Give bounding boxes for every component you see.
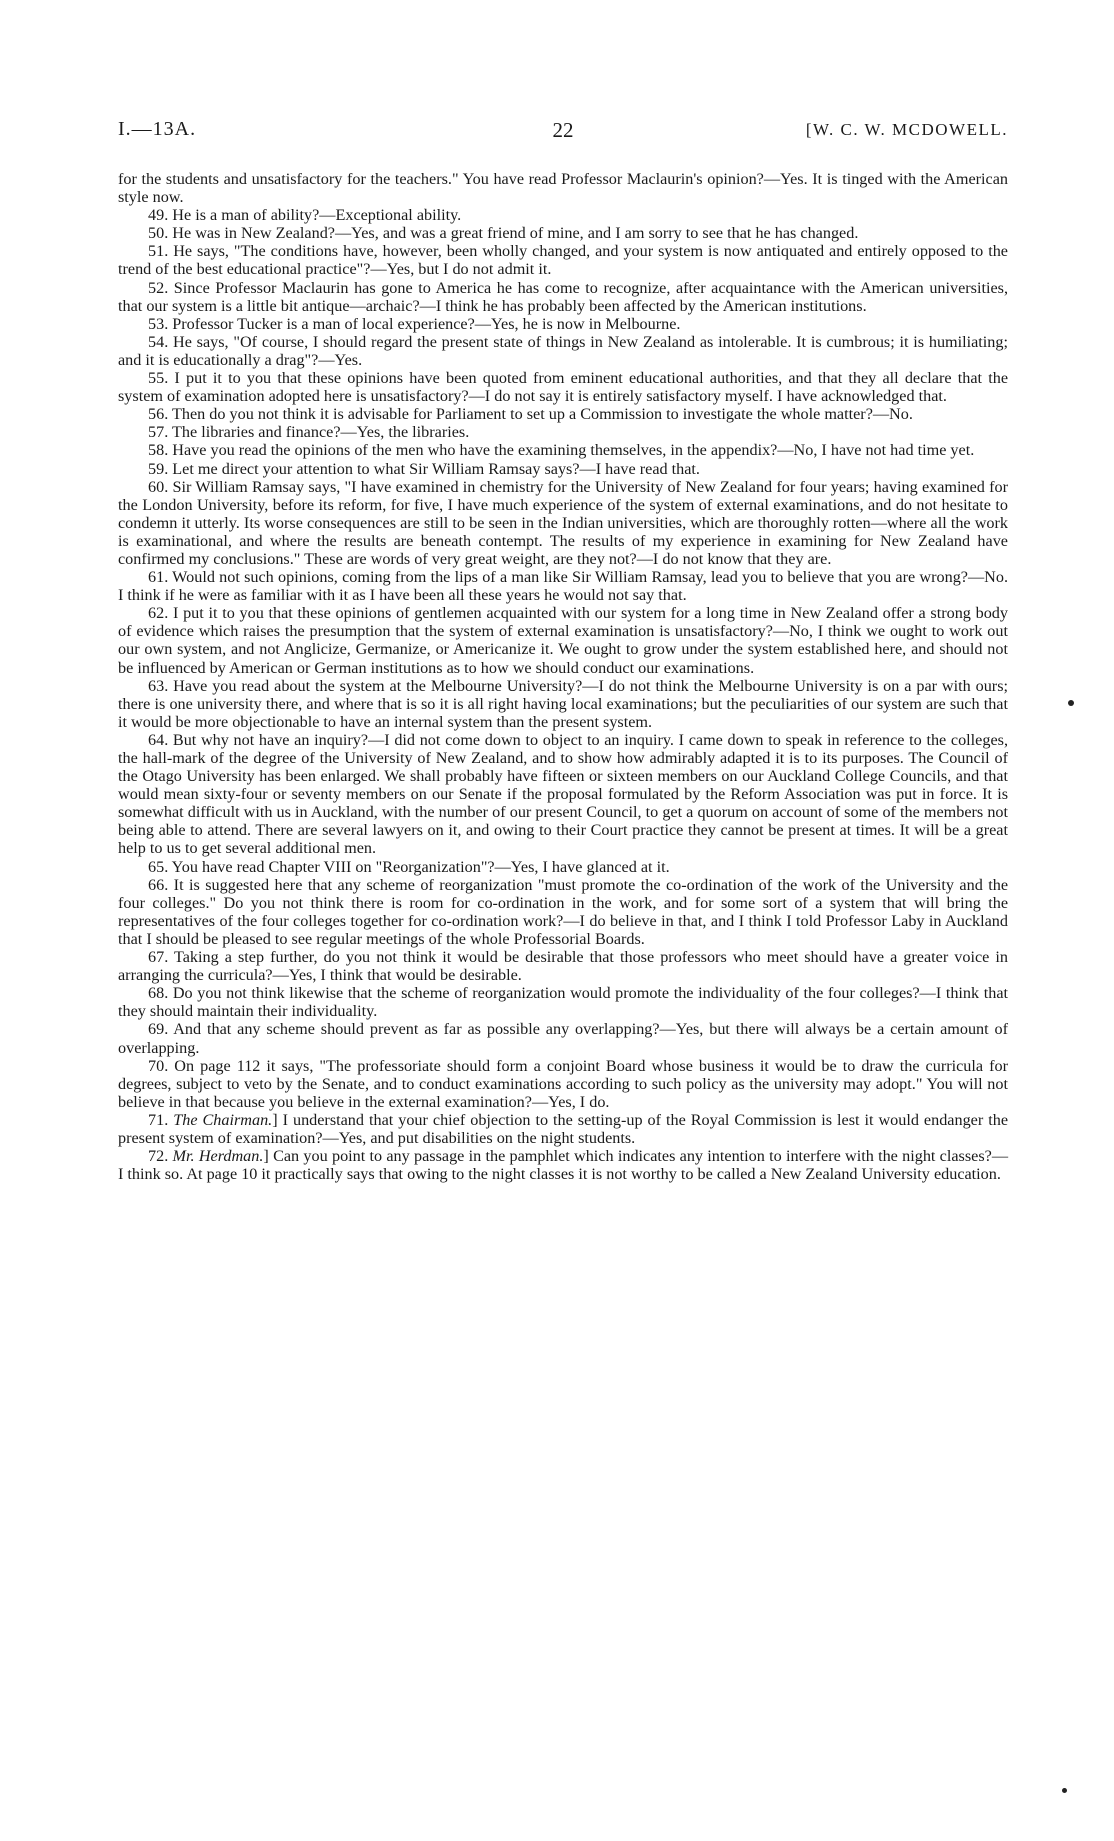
question-number: 71.: [148, 1110, 174, 1129]
paragraph: 70. On page 112 it says, "The professoriate should form a conjoint Board whose business it would be to draw the curricula for degrees, subject to veto by the Senate, and to conduct examinations according to such policy as the university may adopt." You will not believe in that because you believe in the external examination?—Yes, I do.: [118, 1056, 1008, 1111]
paragraph: [118, 1147, 1008, 1183]
page-header: [118, 118, 1008, 148]
paragraph-text: ] I understand that your chief objection to the setting-up of the Royal Commission is lest it would endanger the present system of examination?—Yes, and put disabilities on the night students.: [118, 1110, 1009, 1147]
paragraph: for the students and unsatisfactory for the teachers." You have read Professor Maclaurin's opinion?—Yes. It is tinged with the American style now.: [118, 170, 1008, 207]
paragraph: 56. Then do you not think it is advisable for Parliament to set up a Commission to investigate the whole matter?—No.: [148, 405, 913, 424]
paragraph: 50. He was in New Zealand?—Yes, and was a great friend of mine, and I am sorry to see that he has changed.: [148, 224, 859, 243]
paragraph: [118, 1111, 1008, 1147]
paragraph: 67. Taking a step further, do you not think it would be desirable that those professors who meet should have a greater voice in arranging the curricula?—Yes, I think that would be desirable.: [118, 948, 1008, 985]
paragraph: 60. Sir William Ramsay says, "I have examined in chemistry for the University of New Zealand for four years; having examined for the London University, before its reform, for five, I have much experience of the system of external examinations, and do not hesitate to condemn it utterly. Its worse consequences are still to be seen in the Indian universities, which are thoroughly rotten—where all the work is examinational, and where the results are beneath contempt. The results of my experience in examining for New Zealand have confirmed my conclusions." These are words of very great weight, are they not?—I do not know that they are.: [118, 477, 1008, 568]
evidence-text: [118, 170, 1008, 1183]
paragraph-text: ] Can you point to any passage in the pamphlet which indicates any intention to interfere with the night classes?—I think so. At page 10 it practically says that owing to the night classes it is not worthy to be called a New Zealand University education.: [118, 1147, 1009, 1184]
paragraph: 53. Professor Tucker is a man of local experience?—Yes, he is now in Melbourne.: [148, 314, 681, 333]
witness-name: [W. C. W. MCDOWELL.: [805, 120, 1008, 139]
paragraph: 54. He says, "Of course, I should regard the present state of things in New Zealand as intolerable. It is cumbrous; it is humiliating; and it is educationally a drag"?—Yes.: [118, 332, 1008, 369]
speaker-name: The Chairman.: [173, 1110, 273, 1129]
paragraph: 68. Do you not think likewise that the scheme of reorganization would promote the individuality of the four colleges?—I think that they should maintain their individuality.: [118, 984, 1008, 1021]
scan-speck: [1062, 1788, 1067, 1793]
paragraph: 63. Have you read about the system at the Melbourne University?—I do not think the Melbourne University is on a par with ours; there is one university there, and where that is so it is all right having local examinations; but the peculiarities of our system are such that it would be more objectionable to have an internal system than the present system.: [118, 676, 1008, 731]
paragraph: 57. The libraries and finance?—Yes, the libraries.: [148, 423, 470, 442]
paragraph: 58. Have you read the opinions of the men who have the examining themselves, in the appendix?—No, I have not had time yet.: [148, 441, 975, 460]
page-number: 22: [552, 118, 574, 142]
paragraph: 59. Let me direct your attention to what Sir William Ramsay says?—I have read that.: [148, 459, 700, 478]
paragraph: 51. He says, "The conditions have, however, been wholly changed, and your system is now antiquated and entirely opposed to the trend of the best educational practice"?—Yes, but I do not admit it.: [118, 242, 1008, 279]
paragraph: 61. Would not such opinions, coming from the lips of a man like Sir William Ramsay, lead you to believe that you are wrong?—No. I think if he were as familiar with it as I have been all these years he would not say that.: [118, 568, 1008, 605]
paragraph: 65. You have read Chapter VIII on "Reorganization"?—Yes, I have glanced at it.: [148, 857, 670, 876]
question-number: 72.: [148, 1147, 173, 1166]
paragraph: 66. It is suggested here that any scheme of reorganization "must promote the co-ordination of the work of the University and the four colleges." Do you not think there is room for co-ordination in the work, and for some sort of a system that will bring the representatives of the four colleges together for co-ordination work?—I do believe in that, and I think I told Professor Laby in Auckland that I should be pleased to see regular meetings of the whole Professorial Boards.: [118, 875, 1008, 948]
paragraph: 69. And that any scheme should prevent as far as possible any overlapping?—Yes, but there will always be a certain amount of overlapping.: [118, 1020, 1008, 1057]
speaker-name: Mr. Herdman.: [172, 1147, 264, 1166]
paragraph: 64. But why not have an inquiry?—I did not come down to object to an inquiry. I came down to speak in reference to the colleges, the hall-mark of the degree of the University of New Zealand, and to show how admirably adapted it is to its purposes. The Council of the Otago University has been enlarged. We shall probably have fifteen or sixteen members on our Auckland College Councils, and that would mean sixty-four or seventy members on our Senate if the proposal formulated by the Reform Association was put in force. It is somewhat difficult with us in Auckland, with the number of our present Council, to get a quorum on account of some of the members not being able to attend. There are several lawyers on it, and owing to their Court practice they cannot be present at times. It will be a great help to us to get several additional men.: [118, 730, 1008, 858]
paragraph: 52. Since Professor Maclaurin has gone to America he has come to recognize, after acquaintance with the American universities, that our system is a little bit antique—archaic?—I think he has probably been affected by the American institutions.: [118, 278, 1008, 315]
parliamentary-paper-reference: I.—13A.: [118, 118, 197, 140]
paragraph: 62. I put it to you that these opinions of gentlemen acquainted with our system for a long time in New Zealand offer a strong body of evidence which raises the presumption that the system of external examination is unsatisfactory?—No, I think we ought to work out our own system, and not Anglicize, Germanize, or Americanize it. We ought to grow under the system established here, and should not be influenced by American or German institutions as to how we should conduct our examinations.: [118, 604, 1008, 677]
paragraph: 49. He is a man of ability?—Exceptional ability.: [148, 206, 462, 225]
scan-speck: [1068, 700, 1074, 706]
paragraph: 55. I put it to you that these opinions have been quoted from eminent educational authorities, and that they all declare that the system of examination adopted here is unsatisfactory?—I do not say it is entirely satisfactory myself. I have acknowledged that.: [118, 369, 1008, 406]
